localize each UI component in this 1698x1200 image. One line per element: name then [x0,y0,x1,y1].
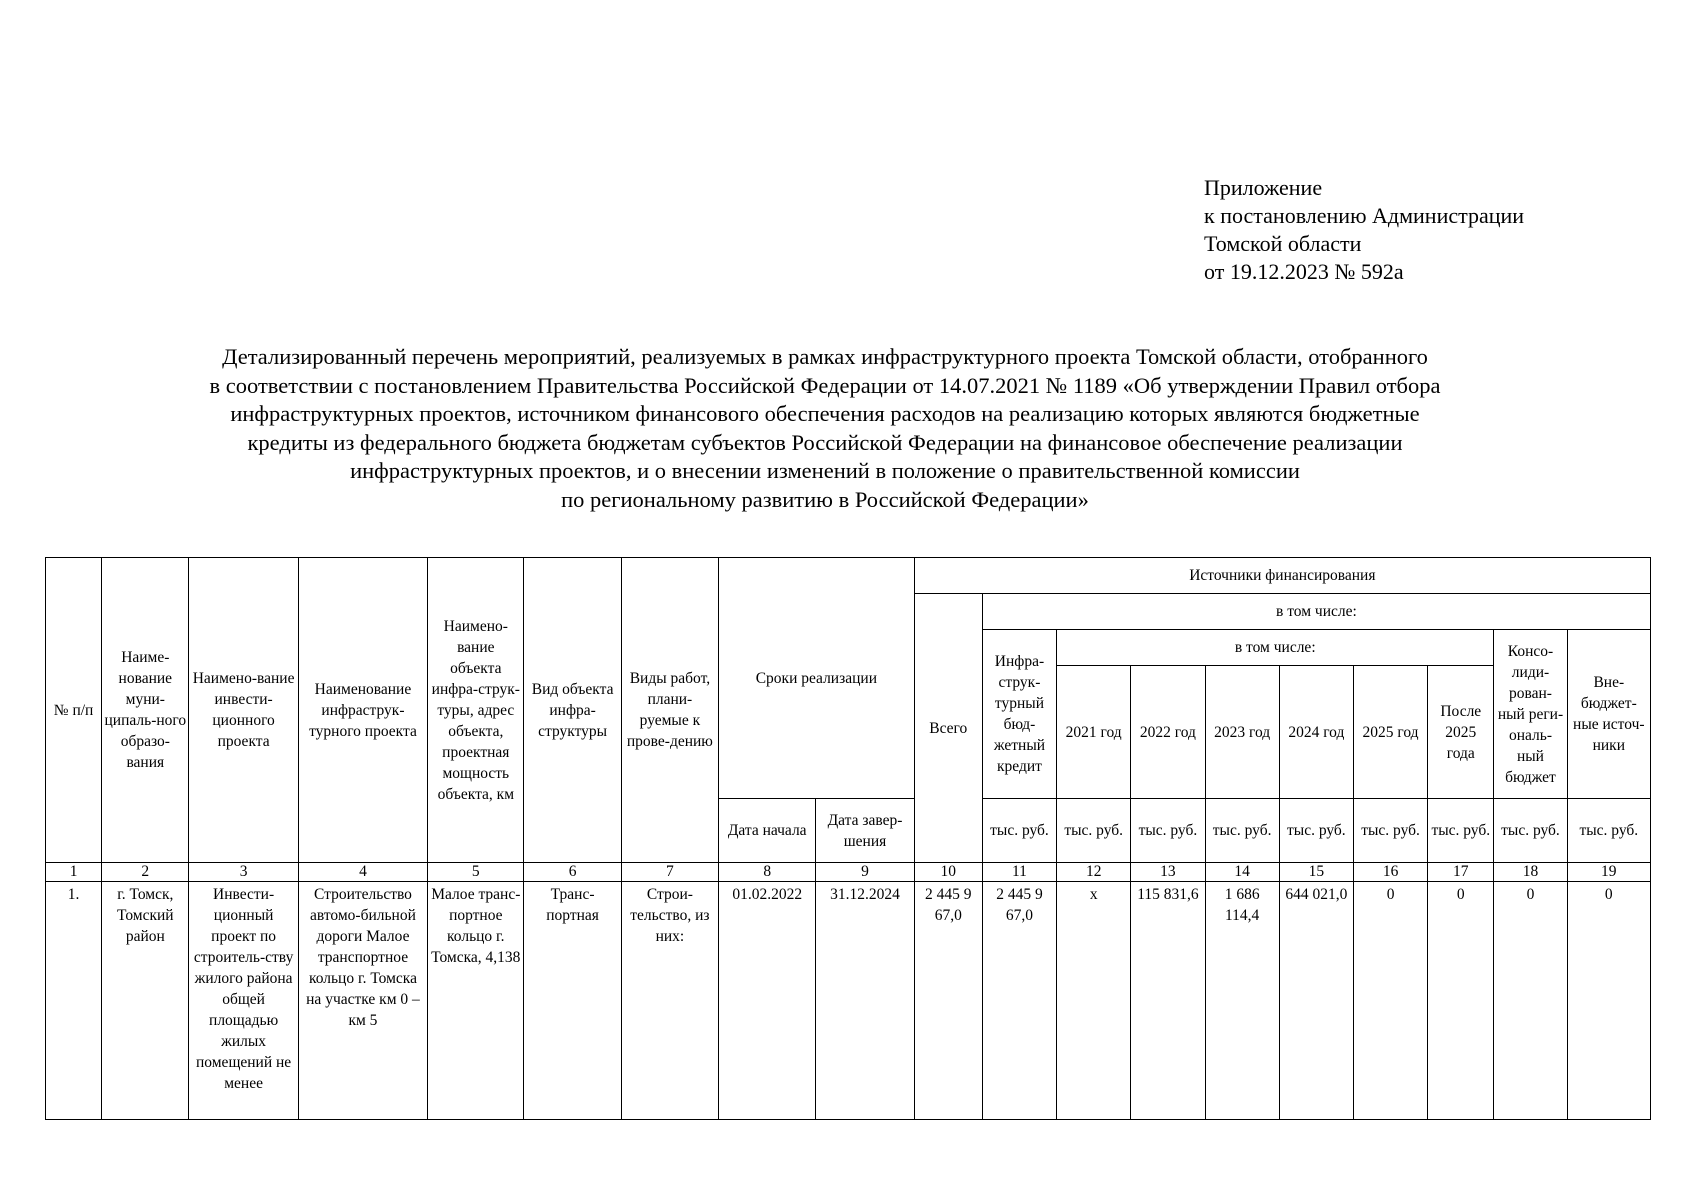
header-2021: 2021 год [1057,666,1131,799]
header-2024: 2024 год [1279,666,1353,799]
header-work-types: Виды работ, плани-руемые к прове-дению [621,558,718,863]
cell-object-type: Транс-портная [524,882,621,1120]
cell-infra-object: Малое транс-портное кольцо г. Томска, 4,138 [428,882,524,1120]
header-start-date: Дата начала [719,799,816,863]
header-after-2025: После 2025 года [1428,666,1494,799]
header-investment-project: Наимено-вание инвести-ционного проекта [189,558,298,863]
header-including-sub: в том числе: [1057,630,1494,666]
title-line-3: инфраструктурных проектов, источником финансового обеспечения расходов на реализацию которых являются бюджетные [230,401,1420,427]
header-infra-credit: Инфра-струк-турный бюд-жетный кредит [982,630,1056,799]
unit-after-2025: тыс. руб. [1428,799,1494,863]
approval-line-2: к постановлению Администрации [1204,203,1525,228]
cell-num: 1. [46,882,102,1120]
header-2025: 2025 год [1353,666,1427,799]
header-timeline: Сроки реализации [719,558,915,799]
column-number: 18 [1494,863,1567,882]
unit-2022: тыс. руб. [1131,799,1205,863]
cell-2025: 0 [1353,882,1427,1120]
header-municipality: Наиме-нование муни-ципаль-ного образо-вания [102,558,189,863]
cell-consolidated: 0 [1494,882,1567,1120]
header-object-type: Вид объекта инфра-структуры [524,558,621,863]
column-number: 12 [1057,863,1131,882]
column-number: 7 [621,863,718,882]
column-number: 10 [914,863,982,882]
cell-2022: 115 831,6 [1131,882,1205,1120]
column-number: 1 [46,863,102,882]
header-2023: 2023 год [1205,666,1279,799]
column-number: 13 [1131,863,1205,882]
title-line-6: по региональному развитию в Российской Федерации» [561,486,1089,512]
cell-2021: х [1057,882,1131,1120]
column-number: 4 [298,863,427,882]
column-number: 14 [1205,863,1279,882]
approval-block [1204,174,1524,286]
column-number: 6 [524,863,621,882]
cell-municipality: г. Томск, Томский район [102,882,189,1120]
cell-infra-credit: 2 445 9 67,0 [982,882,1056,1120]
header-consolidated: Консо-лиди-рован-ный реги-ональ-ный бюджет [1494,630,1567,799]
unit-consolidated: тыс. руб. [1494,799,1567,863]
header-end-date: Дата завер-шения [816,799,914,863]
title-line-5: инфраструктурных проектов, и о внесении изменений в положение о правительственной комиссии [350,458,1300,484]
title-line-4: кредиты из федерального бюджета бюджетам субъектов Российской Федерации на финансовое обеспечение реализации [247,429,1403,455]
header-2022: 2022 год [1131,666,1205,799]
title-line-2: в соответствии с постановлением Правительства Российской Федерации от 14.07.2021 № 1189 «Об утверждении Правил отбора [209,372,1441,398]
column-number: 2 [102,863,189,882]
cell-2024: 644 021,0 [1279,882,1353,1120]
approval-line-1: Приложение [1204,175,1323,200]
cell-start-date: 01.02.2022 [719,882,816,1120]
header-num: № п/п [46,558,102,863]
header-total: Всего [914,594,982,863]
approval-line-3: Томской области [1204,231,1362,256]
header-infra-project: Наименование инфраструк-турного проекта [298,558,427,863]
cell-after-2025: 0 [1428,882,1494,1120]
unit-2025: тыс. руб. [1353,799,1427,863]
document-title [60,343,1590,515]
cell-end-date: 31.12.2024 [816,882,914,1120]
events-table [45,557,1651,1120]
column-number: 11 [982,863,1056,882]
unit-infra-credit: тыс. руб. [982,799,1056,863]
unit-offbudget: тыс. руб. [1567,799,1650,863]
approval-line-4: от 19.12.2023 № 592а [1204,259,1404,284]
column-number: 3 [189,863,298,882]
unit-2024: тыс. руб. [1279,799,1353,863]
cell-work-types: Строи-тельство, из них: [621,882,718,1120]
column-number: 16 [1353,863,1427,882]
cell-total: 2 445 9 67,0 [914,882,982,1120]
column-number: 5 [428,863,524,882]
unit-2021: тыс. руб. [1057,799,1131,863]
title-line-1: Детализированный перечень мероприятий, реализуемых в рамках инфраструктурного проекта Томской области, отобранного [222,344,1428,369]
table-row [46,882,1651,1120]
cell-offbudget: 0 [1567,882,1650,1120]
column-number: 19 [1567,863,1650,882]
cell-infra-project: Строительство автомо-бильной дороги Малое транспортное кольцо г. Томска на участке км 0 – км 5 [298,882,427,1120]
column-number: 9 [816,863,914,882]
unit-2023: тыс. руб. [1205,799,1279,863]
header-sources: Источники финансирования [914,558,1650,594]
cell-investment-project: Инвести-ционный проект по строитель-ству жилого района общей площадью жилых помещений не менее [189,882,298,1120]
cell-2023: 1 686 114,4 [1205,882,1279,1120]
column-number: 17 [1428,863,1494,882]
header-offbudget: Вне-бюджет-ные источ-ники [1567,630,1650,799]
column-numbers-row [46,863,1651,882]
header-infra-object: Наимено-вание объекта инфра-струк-туры, адрес объекта, проектная мощность объекта, км [428,558,524,863]
column-number: 15 [1279,863,1353,882]
column-number: 8 [719,863,816,882]
header-including: в том числе: [982,594,1650,630]
